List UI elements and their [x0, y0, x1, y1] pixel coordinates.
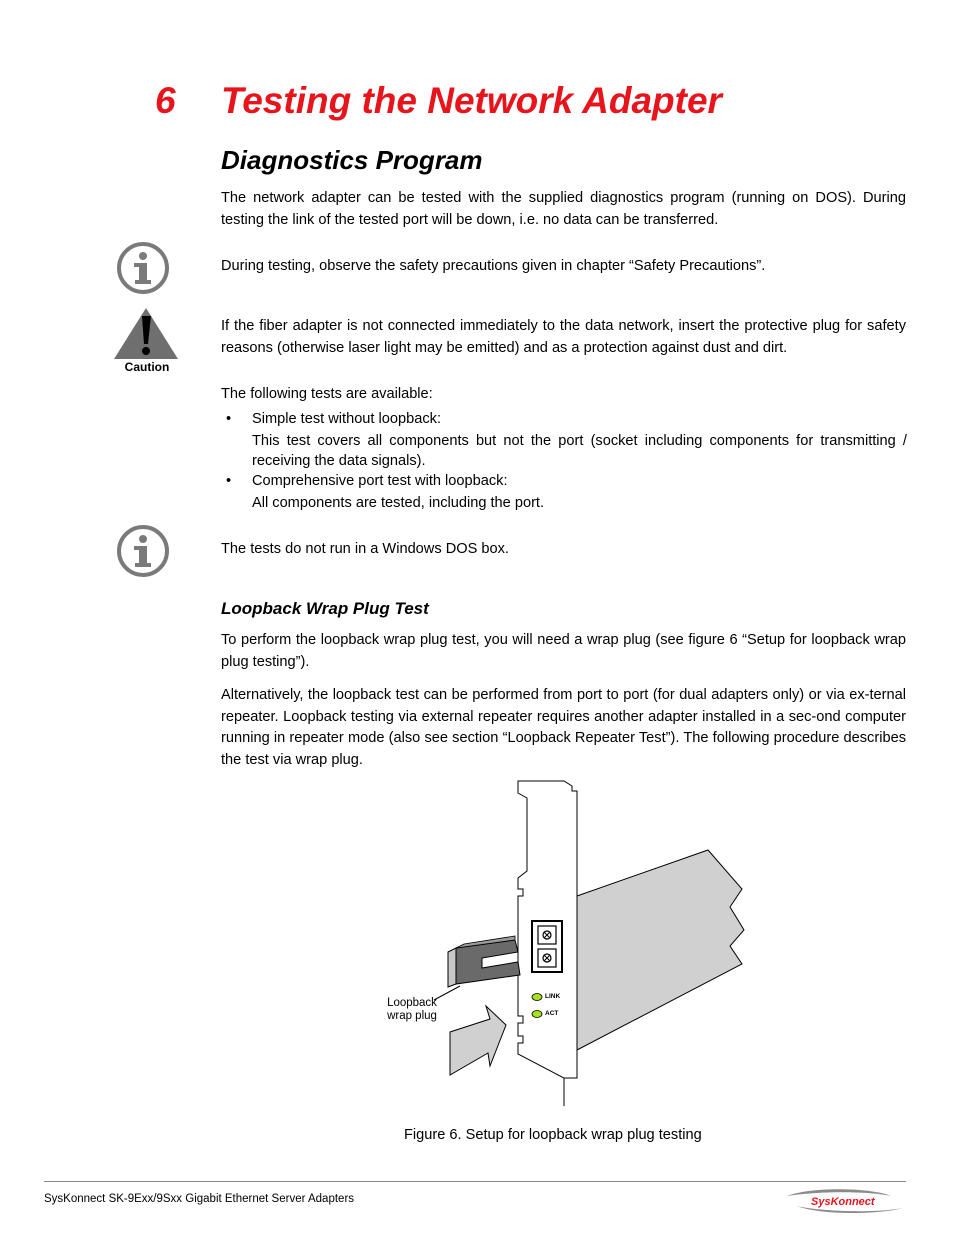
test-item-title: Simple test without loopback:	[252, 411, 442, 427]
logo-wordmark: SysKonnect	[811, 1196, 875, 1208]
adapter-card	[577, 850, 744, 1050]
wrap-plug-label-line1: Loopback	[387, 997, 437, 1009]
intro-paragraph: The network adapter can be tested with the supplied diagnostics program (running on DOS). During testing the link of the tested port will be down, i.e. no data can be transferred.	[221, 190, 906, 228]
test-item-description: All components are tested, including the port.	[252, 495, 545, 511]
test-item-description: This test covers all components but not the port (socket including components for transmitting / receiving the data signals).	[252, 433, 907, 469]
act-led-label: ACT	[545, 1010, 559, 1017]
caution-icon	[112, 306, 180, 360]
subsection-title: Loopback Wrap Plug Test	[221, 599, 429, 618]
dos-note: The tests do not run in a Windows DOS box.	[221, 541, 509, 557]
bullet-marker: •	[226, 411, 232, 427]
act-led	[532, 1011, 542, 1018]
tests-intro: The following tests are available:	[221, 386, 433, 402]
footer-divider	[44, 1181, 906, 1182]
link-led-label: LINK	[545, 993, 561, 1000]
info-icon	[116, 524, 170, 578]
syskonnect-logo	[783, 1186, 905, 1216]
loopback-setup-figure	[360, 778, 760, 1108]
chapter-number: 6	[155, 80, 176, 121]
link-led	[532, 994, 542, 1001]
info-icon	[116, 241, 170, 295]
chapter-title: Testing the Network Adapter	[221, 80, 722, 121]
caution-label: Caution	[124, 360, 170, 374]
footer-text: SysKonnect SK-9Exx/9Sxx Gigabit Ethernet Server Adapters	[44, 1193, 355, 1205]
caution-paragraph: If the fiber adapter is not connected immediately to the data network, insert the protective plug for safety reasons (otherwise laser light may be emitted) and as a protection against dust and dirt.	[221, 318, 906, 356]
figure-caption: Figure 6. Setup for loopback wrap plug testing	[404, 1127, 702, 1143]
section-title: Diagnostics Program	[221, 145, 483, 175]
loopback-paragraph-1: To perform the loopback wrap plug test, you will need a wrap plug (see figure 6 “Setup for loopback wrap plug testing”).	[221, 632, 906, 670]
bullet-marker: •	[226, 473, 232, 489]
insert-arrow	[450, 1006, 506, 1075]
wrap-plug-label-line2: wrap plug	[387, 1010, 437, 1022]
loopback-paragraph-2: Alternatively, the loopback test can be performed from port to port (for dual adapters only) or via ex-ternal repeater. Loopback testing via external repeater requires another adapter installed in a sec-ond computer running in repeater mode (also see section “Loopback Repeater Test”). The following procedure describes the test via wrap plug.	[221, 687, 906, 768]
safety-note: During testing, observe the safety precautions given in chapter “Safety Precautions”.	[221, 258, 766, 274]
test-item-title: Comprehensive port test with loopback:	[252, 473, 508, 489]
